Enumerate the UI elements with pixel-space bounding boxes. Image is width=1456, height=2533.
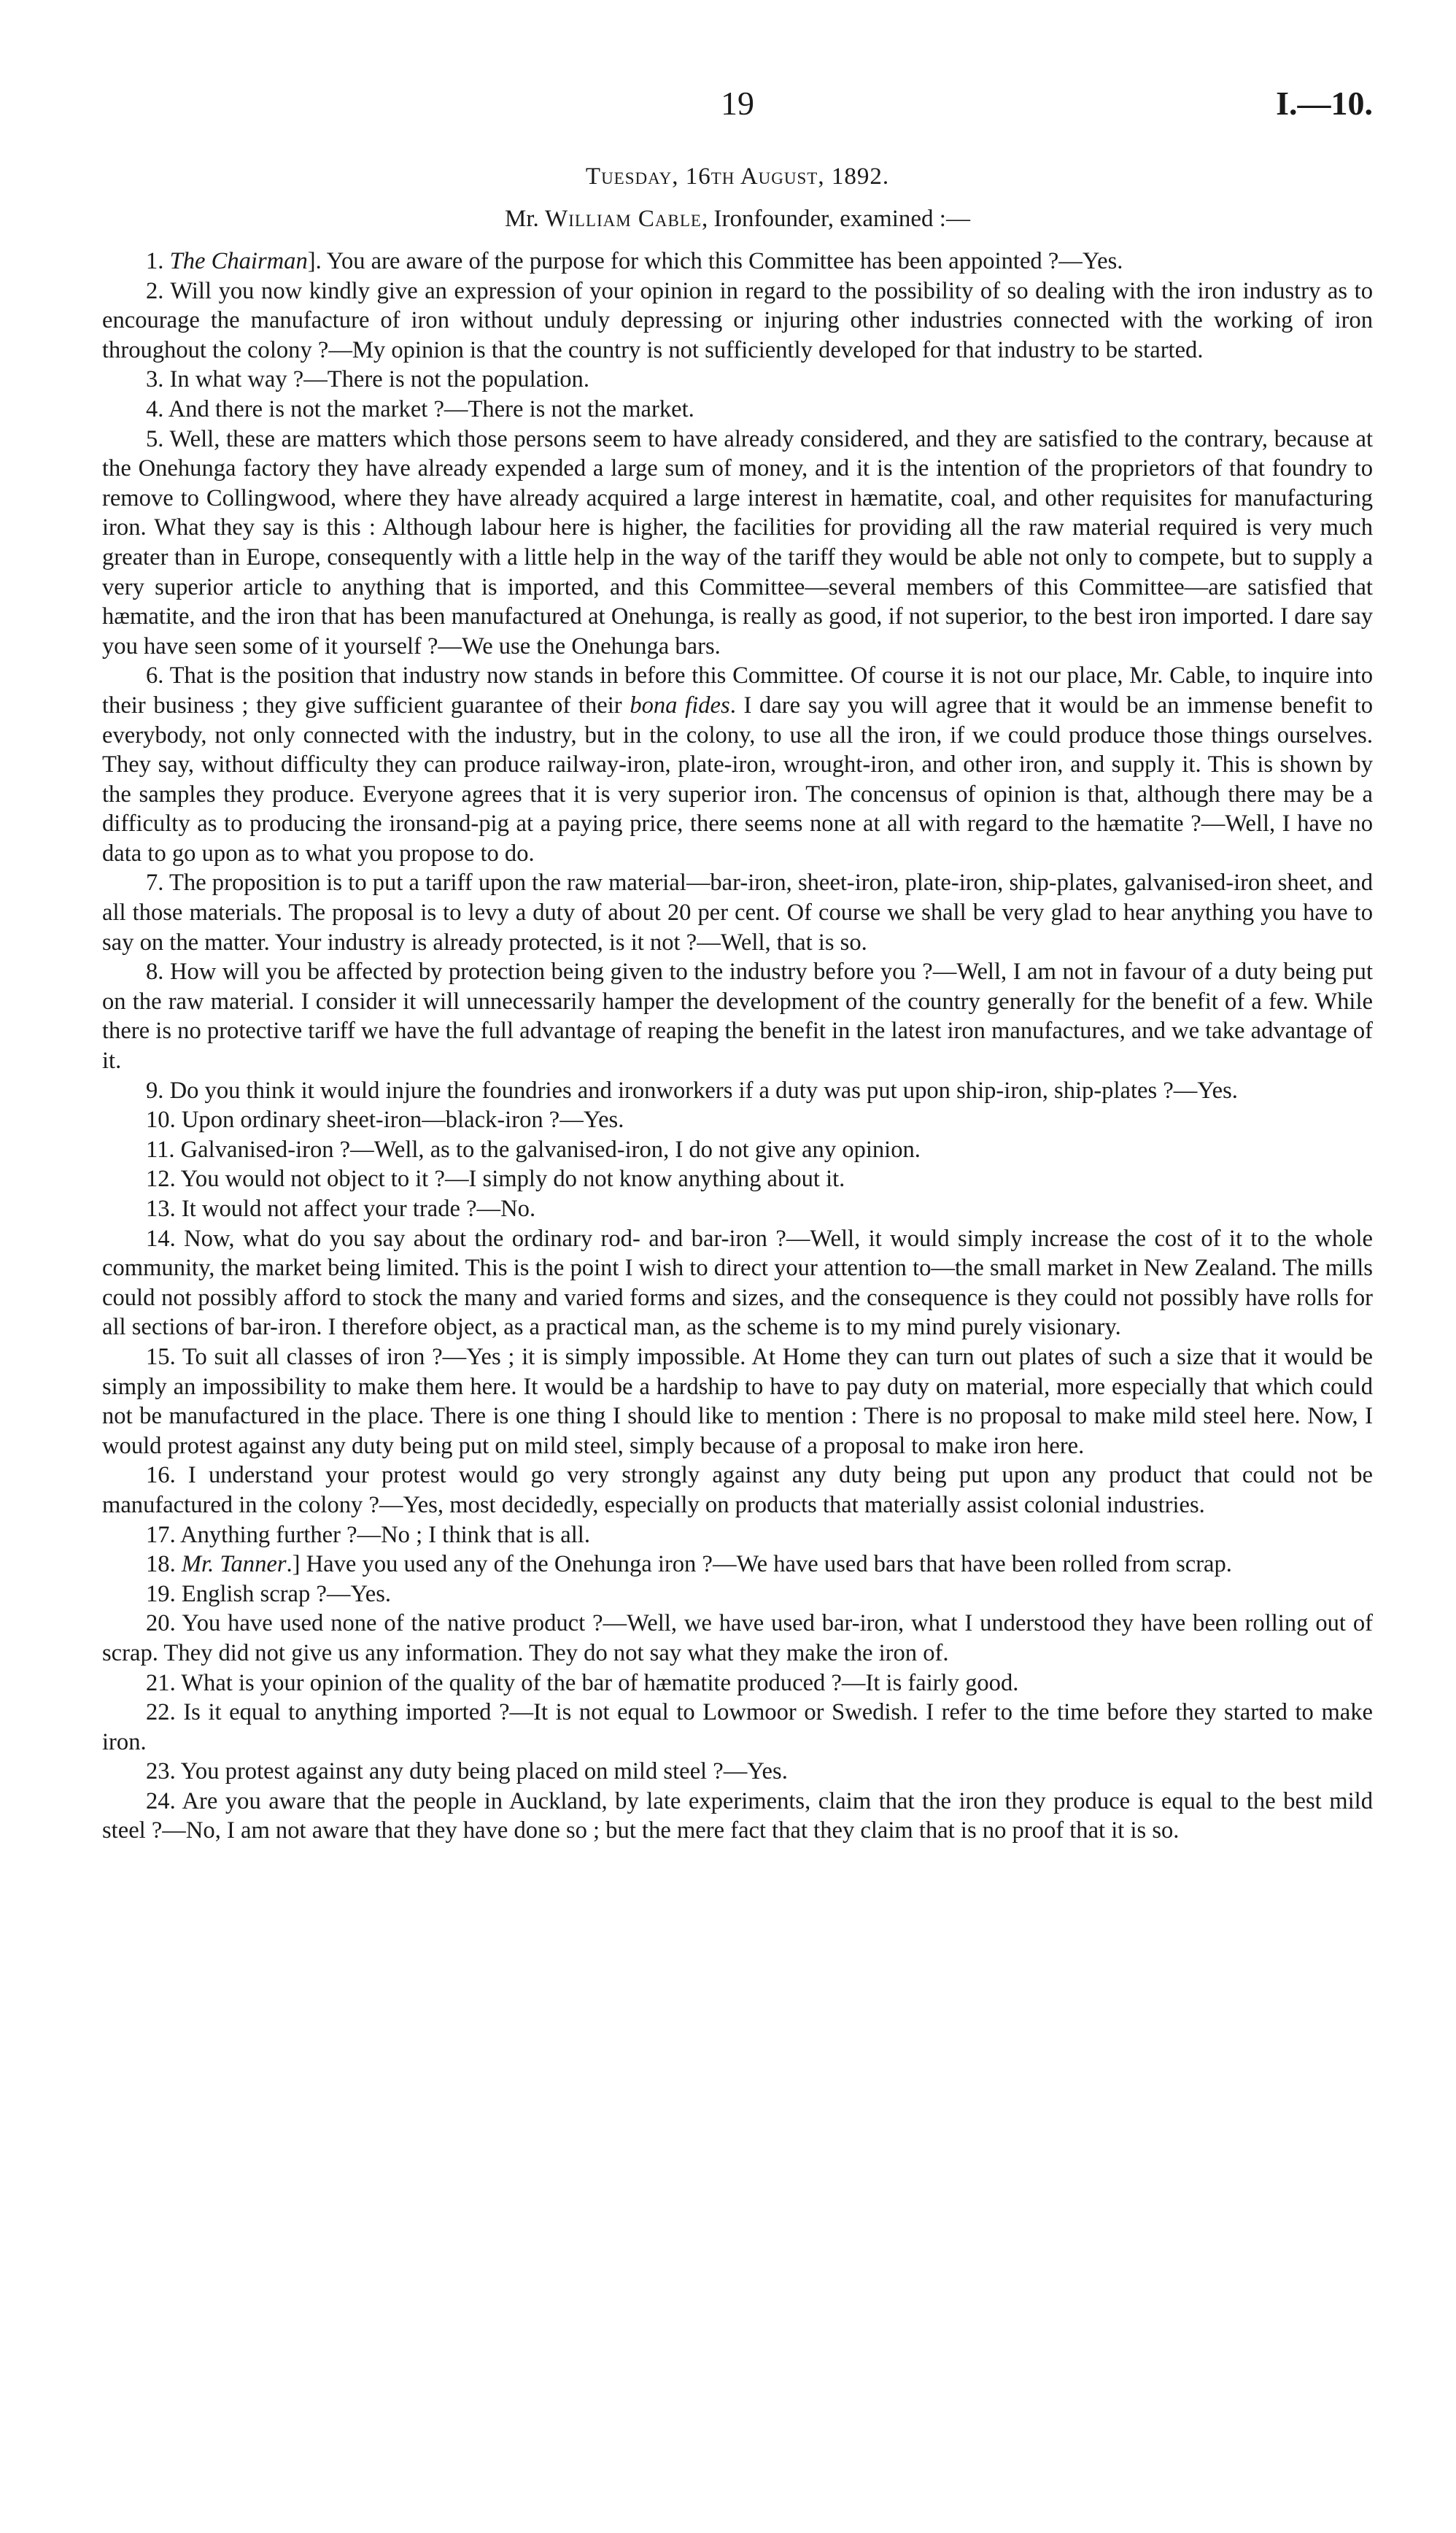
page-reference: I.—10.	[1276, 85, 1373, 122]
question-paragraph: 10. Upon ordinary sheet-iron—black-iron ?—Yes.	[146, 1107, 624, 1134]
question-paragraph: 5. Well, these are matters which those persons seem to have already considered, and they are satisfied to the contrary, because at the Onehunga factory they have already expended a large sum of money, and it is the intention of the proprietors of that foundry to remove to Collingwood, where they have already acquired a large interest in hæmatite, coal, and other requisites for manufacturing iron. What they say is this : Although labour here is higher, the facilities for providing all the raw material required is very much greater than in Europe, consequently with a little help in the way of the tariff they would be able not only to compete, but to supply a very superior article to anything that is imported, and this Committee—several members of this Committee—are satisfied that hæmatite, and the iron that has been manufactured at Onehunga, is really as good, if not superior, to the best iron imported. I dare say you have seen some of it yourself ?—We use the Onehunga bars.	[102, 425, 1373, 660]
latin-phrase: bona fides	[630, 692, 730, 719]
question-paragraph: 24. Are you aware that the people in Auckland, by late experiments, claim that the iron they produce is equal to the best mild steel ?—No, I am not aware that they have done so ; but the mere fact that they claim that is no proof that it is so.	[102, 1787, 1373, 1844]
question-paragraph: 3. In what way ?—There is not the population.	[146, 366, 589, 393]
question-paragraph: 9. Do you think it would injure the foundries and ironworkers if a duty was put upon ship-iron, ship-plates ?—Yes.	[146, 1077, 1238, 1104]
witness-name: William Cable	[545, 206, 702, 232]
question-paragraph: 17. Anything further ?—No ; I think that is all.	[146, 1521, 590, 1548]
speaker-name: Mr. Tanner	[181, 1551, 287, 1578]
question-paragraph: 1. The Chairman]. You are aware of the purpose for which this Committee has been appointed ?—Yes.	[146, 248, 1123, 274]
page-header	[102, 82, 1373, 140]
page-number: 19	[721, 85, 754, 122]
question-paragraph: 23. You protest against any duty being placed on mild steel ?—Yes.	[146, 1758, 788, 1785]
question-paragraph: 12. You would not object to it ?—I simply do not know anything about it.	[146, 1166, 845, 1193]
question-paragraph: 21. What is your opinion of the quality of the bar of hæmatite produced ?—It is fairly good.	[146, 1669, 1019, 1696]
question-paragraph: 6. That is the position that industry now stands in before this Committee. Of course it is not our place, Mr. Cable, to inquire into their business ; they give sufficient guarantee of their bona fides. I dare say you will agree that it would be an immense benefit to everybody, not only connected with the industry, but in the colony, to use all the iron, if we could produce those things ourselves. They say, without difficulty they can produce railway-iron, plate-iron, wrought-iron, and other iron, and supply it. This is shown by the samples they produce. Everyone agrees that it is very superior iron. The concensus of opinion is that, although there may be a difficulty as to producing the ironsand-pig at a paying price, there seems none at all with regard to the hæmatite ?—Well, I have no data to go upon as to what you propose to do.	[102, 662, 1373, 867]
question-paragraph: 16. I understand your protest would go very strongly against any duty being put upon any product that could not be manufactured in the colony ?—Yes, most decidedly, especially on products that materially assist colonial industries.	[102, 1462, 1373, 1518]
date-heading: Tuesday, 16th August, 1892.	[585, 163, 890, 190]
question-paragraph: 4. And there is not the market ?—There is not the market.	[146, 395, 694, 422]
question-paragraph: 18. Mr. Tanner.] Have you used any of the Onehunga iron ?—We have used bars that have been rolled from scrap.	[146, 1551, 1232, 1578]
question-paragraph: 14. Now, what do you say about the ordinary rod- and bar-iron ?—Well, it would simply increase the cost of it to the whole community, the market being limited. This is the point I wish to direct your attention to—the small market in New Zealand. The mills could not possibly afford to stock the many and varied forms and sizes, and the consequence is they could not possibly have rolls for all sections of bar-iron. I therefore object, as a practical man, as the scheme is to my mind purely visionary.	[102, 1225, 1373, 1341]
question-paragraph: 11. Galvanised-iron ?—Well, as to the galvanised-iron, I do not give any opinion.	[146, 1136, 921, 1163]
question-paragraph: 13. It would not affect your trade ?—No.	[146, 1196, 536, 1222]
question-paragraph: 8. How will you be affected by protection being given to the industry before you ?—Well, I am not in favour of a duty being put on the raw material. I consider it will unnecessarily hamper the development of the country generally for the benefit of a few. While there is no protective tariff we have the full advantage of reaping the benefit in the latest iron manufactures, and we take advantage of it.	[102, 959, 1373, 1075]
witness-description: , Ironfounder, examined :—	[701, 206, 970, 232]
question-paragraph: 22. Is it equal to anything imported ?—It is not equal to Lowmoor or Swedish. I refer to the time before they started to make iron.	[102, 1699, 1373, 1755]
witness-title: Mr.	[505, 206, 539, 232]
question-paragraph: 20. You have used none of the native product ?—Well, we have used bar-iron, what I understood they have been rolling out of scrap. They did not give us any information. They do not say what they make the iron of.	[102, 1610, 1373, 1666]
question-paragraph: 15. To suit all classes of iron ?—Yes ; it is simply impossible. At Home they can turn out plates of such a size that it would be simply an impossibility to make them here. It would be a hardship to have to pay duty on material, more especially that which could not be manufactured in the place. There is one thing I should like to mention : There is no proposal to make mild steel here. Now, I would protest against any duty being put on mild steel, simply because of a proposal to make iron here.	[102, 1343, 1373, 1459]
examination-body	[102, 247, 1373, 1846]
question-paragraph: 7. The proposition is to put a tariff upon the raw material—bar-iron, sheet-iron, plate-iron, ship-plates, galvanised-iron sheet, and all those materials. The proposal is to levy a duty of about 20 per cent. Of course we shall be very glad to hear anything you have to say on the matter. Your industry is already protected, is it not ?—Well, that is so.	[102, 870, 1373, 956]
speaker-name: The Chairman	[169, 248, 308, 274]
question-paragraph: 19. English scrap ?—Yes.	[146, 1580, 392, 1607]
question-paragraph: 2. Will you now kindly give an expression of your opinion in regard to the possibility of so dealing with the iron industry as to encourage the manufacture of iron without unduly depressing or injuring other industries connected with the working of iron throughout the colony ?—My opinion is that the country is not sufficiently developed for that industry to be started.	[102, 277, 1373, 363]
document-page	[102, 82, 1373, 1846]
witness-heading	[102, 203, 1373, 235]
